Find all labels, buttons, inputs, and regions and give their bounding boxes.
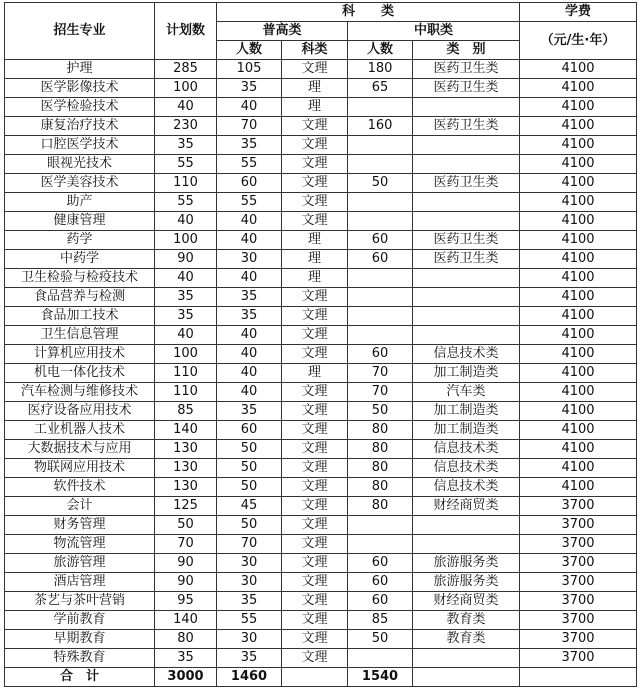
cell-vocational-count xyxy=(348,155,413,174)
cell-general-count: 30 xyxy=(217,573,282,592)
cell-fee: 4100 xyxy=(520,383,637,402)
cell-major: 会计 xyxy=(5,497,155,516)
cell-general-count: 40 xyxy=(217,269,282,288)
table-row xyxy=(5,269,637,288)
table-row xyxy=(5,459,637,478)
table-row xyxy=(5,79,637,98)
cell-general-count: 35 xyxy=(217,136,282,155)
cell-vocational-category: 财经商贸类 xyxy=(413,592,520,611)
cell-general-count: 105 xyxy=(217,60,282,79)
cell-general-count: 60 xyxy=(217,174,282,193)
cell-major: 旅游管理 xyxy=(5,554,155,573)
cell-major: 眼视光技术 xyxy=(5,155,155,174)
header-general-subject: 科类 xyxy=(282,41,348,60)
cell-vocational-count: 70 xyxy=(348,383,413,402)
cell-vocational-count xyxy=(348,193,413,212)
cell-general-count: 50 xyxy=(217,516,282,535)
cell-vocational-count: 180 xyxy=(348,60,413,79)
cell-general-count: 40 xyxy=(217,364,282,383)
total-fee xyxy=(520,668,637,687)
cell-vocational-count xyxy=(348,288,413,307)
cell-vocational-category xyxy=(413,155,520,174)
cell-major: 早期教育 xyxy=(5,630,155,649)
cell-general-count: 50 xyxy=(217,478,282,497)
cell-fee: 3700 xyxy=(520,535,637,554)
table-row xyxy=(5,155,637,174)
cell-general-subject: 文理 xyxy=(282,288,348,307)
cell-major: 护理 xyxy=(5,60,155,79)
cell-general-subject: 文理 xyxy=(282,611,348,630)
cell-general-subject: 理 xyxy=(282,79,348,98)
cell-fee: 4100 xyxy=(520,155,637,174)
cell-major: 医学影像技术 xyxy=(5,79,155,98)
total-row xyxy=(5,668,637,687)
cell-vocational-category: 加工制造类 xyxy=(413,421,520,440)
cell-plan: 80 xyxy=(155,630,217,649)
cell-fee: 3700 xyxy=(520,611,637,630)
header-general-count: 人数 xyxy=(217,41,282,60)
cell-major: 计算机应用技术 xyxy=(5,345,155,364)
cell-general-subject: 理 xyxy=(282,250,348,269)
cell-general-count: 50 xyxy=(217,459,282,478)
cell-major: 机电一体化技术 xyxy=(5,364,155,383)
cell-plan: 90 xyxy=(155,573,217,592)
cell-general-subject: 文理 xyxy=(282,535,348,554)
table-row xyxy=(5,535,637,554)
cell-fee: 4100 xyxy=(520,174,637,193)
cell-fee: 4100 xyxy=(520,193,637,212)
cell-general-subject: 理 xyxy=(282,269,348,288)
cell-general-count: 55 xyxy=(217,193,282,212)
cell-plan: 125 xyxy=(155,497,217,516)
cell-general-subject: 文理 xyxy=(282,155,348,174)
cell-plan: 110 xyxy=(155,174,217,193)
table-row xyxy=(5,402,637,421)
cell-major: 食品加工技术 xyxy=(5,307,155,326)
cell-fee: 3700 xyxy=(520,497,637,516)
cell-vocational-count: 80 xyxy=(348,421,413,440)
cell-fee: 4100 xyxy=(520,79,637,98)
cell-vocational-category: 教育类 xyxy=(413,630,520,649)
cell-general-count: 35 xyxy=(217,79,282,98)
cell-general-subject: 理 xyxy=(282,231,348,250)
table-row xyxy=(5,98,637,117)
cell-major: 医学检验技术 xyxy=(5,98,155,117)
table-row xyxy=(5,478,637,497)
table-row xyxy=(5,193,637,212)
enrollment-plan-table xyxy=(4,2,637,687)
cell-vocational-count: 60 xyxy=(348,573,413,592)
cell-plan: 100 xyxy=(155,345,217,364)
cell-vocational-count xyxy=(348,269,413,288)
table-row xyxy=(5,497,637,516)
cell-general-subject: 文理 xyxy=(282,554,348,573)
cell-plan: 40 xyxy=(155,98,217,117)
cell-general-count: 45 xyxy=(217,497,282,516)
cell-vocational-count xyxy=(348,326,413,345)
cell-major: 特殊教育 xyxy=(5,649,155,668)
cell-fee: 4100 xyxy=(520,345,637,364)
table-row xyxy=(5,231,637,250)
enrollment-plan-table-wrapper xyxy=(4,2,637,687)
cell-general-count: 35 xyxy=(217,649,282,668)
cell-vocational-count: 50 xyxy=(348,402,413,421)
cell-plan: 35 xyxy=(155,136,217,155)
cell-plan: 55 xyxy=(155,193,217,212)
cell-fee: 4100 xyxy=(520,402,637,421)
cell-major: 卫生检验与检疫技术 xyxy=(5,269,155,288)
cell-fee: 4100 xyxy=(520,117,637,136)
cell-general-subject: 文理 xyxy=(282,345,348,364)
cell-general-count: 40 xyxy=(217,212,282,231)
cell-general-subject: 文理 xyxy=(282,307,348,326)
table-row xyxy=(5,174,637,193)
cell-general-subject: 文理 xyxy=(282,516,348,535)
cell-fee: 3700 xyxy=(520,649,637,668)
cell-vocational-count xyxy=(348,212,413,231)
table-row xyxy=(5,288,637,307)
cell-vocational-category xyxy=(413,649,520,668)
cell-vocational-category xyxy=(413,516,520,535)
cell-plan: 100 xyxy=(155,231,217,250)
cell-plan: 285 xyxy=(155,60,217,79)
cell-fee: 4100 xyxy=(520,231,637,250)
table-row xyxy=(5,212,637,231)
cell-plan: 90 xyxy=(155,554,217,573)
cell-general-count: 50 xyxy=(217,440,282,459)
cell-plan: 130 xyxy=(155,478,217,497)
cell-fee: 4100 xyxy=(520,212,637,231)
table-row xyxy=(5,649,637,668)
header-major: 招生专业 xyxy=(5,3,155,60)
cell-general-subject: 文理 xyxy=(282,174,348,193)
cell-general-subject: 文理 xyxy=(282,649,348,668)
header-subject-group: 科 类 xyxy=(217,3,520,22)
cell-vocational-count xyxy=(348,649,413,668)
cell-fee: 3700 xyxy=(520,573,637,592)
cell-vocational-count: 60 xyxy=(348,250,413,269)
cell-major: 汽车检测与维修技术 xyxy=(5,383,155,402)
cell-plan: 40 xyxy=(155,269,217,288)
cell-plan: 90 xyxy=(155,250,217,269)
cell-major: 工业机器人技术 xyxy=(5,421,155,440)
cell-general-subject: 文理 xyxy=(282,592,348,611)
cell-general-subject: 文理 xyxy=(282,421,348,440)
header-vocational-category: 类 别 xyxy=(413,41,520,60)
cell-vocational-count: 80 xyxy=(348,459,413,478)
cell-major: 口腔医学技术 xyxy=(5,136,155,155)
cell-vocational-category xyxy=(413,288,520,307)
total-general-subject xyxy=(282,668,348,687)
header-vocational: 中职类 xyxy=(348,22,520,41)
cell-vocational-category xyxy=(413,269,520,288)
cell-major: 学前教育 xyxy=(5,611,155,630)
total-general-count: 1460 xyxy=(217,668,282,687)
total-plan: 3000 xyxy=(155,668,217,687)
cell-major: 大数据技术与应用 xyxy=(5,440,155,459)
cell-plan: 35 xyxy=(155,649,217,668)
cell-vocational-category xyxy=(413,212,520,231)
cell-fee: 4100 xyxy=(520,326,637,345)
cell-vocational-count: 60 xyxy=(348,345,413,364)
cell-vocational-category: 医药卫生类 xyxy=(413,174,520,193)
cell-major: 食品营养与检测 xyxy=(5,288,155,307)
cell-general-count: 35 xyxy=(217,592,282,611)
cell-fee: 4100 xyxy=(520,440,637,459)
table-row xyxy=(5,421,637,440)
cell-fee: 4100 xyxy=(520,307,637,326)
cell-general-subject: 理 xyxy=(282,364,348,383)
cell-fee: 4100 xyxy=(520,60,637,79)
cell-fee: 3700 xyxy=(520,592,637,611)
cell-general-subject: 文理 xyxy=(282,440,348,459)
cell-plan: 35 xyxy=(155,307,217,326)
header-row-1 xyxy=(5,3,637,22)
cell-vocational-category: 医药卫生类 xyxy=(413,231,520,250)
cell-vocational-category xyxy=(413,307,520,326)
table-row xyxy=(5,345,637,364)
cell-plan: 140 xyxy=(155,611,217,630)
cell-major: 中药学 xyxy=(5,250,155,269)
cell-plan: 130 xyxy=(155,440,217,459)
cell-general-count: 70 xyxy=(217,535,282,554)
total-label: 合 计 xyxy=(5,668,155,687)
table-row xyxy=(5,573,637,592)
cell-vocational-category: 汽车类 xyxy=(413,383,520,402)
cell-general-subject: 理 xyxy=(282,98,348,117)
table-row xyxy=(5,326,637,345)
table-row xyxy=(5,630,637,649)
cell-general-count: 30 xyxy=(217,554,282,573)
cell-fee: 4100 xyxy=(520,136,637,155)
cell-vocational-count: 80 xyxy=(348,478,413,497)
cell-general-count: 55 xyxy=(217,611,282,630)
table-row xyxy=(5,364,637,383)
cell-fee: 4100 xyxy=(520,364,637,383)
cell-plan: 110 xyxy=(155,383,217,402)
table-row xyxy=(5,383,637,402)
cell-vocational-count: 80 xyxy=(348,497,413,516)
cell-plan: 35 xyxy=(155,288,217,307)
table-row xyxy=(5,611,637,630)
cell-vocational-category xyxy=(413,193,520,212)
cell-general-count: 70 xyxy=(217,117,282,136)
cell-plan: 230 xyxy=(155,117,217,136)
cell-general-count: 40 xyxy=(217,326,282,345)
total-vocational-count: 1540 xyxy=(348,668,413,687)
cell-vocational-count: 85 xyxy=(348,611,413,630)
cell-vocational-category: 财经商贸类 xyxy=(413,497,520,516)
cell-fee: 4100 xyxy=(520,288,637,307)
cell-general-subject: 文理 xyxy=(282,497,348,516)
table-row xyxy=(5,554,637,573)
cell-vocational-category: 信息技术类 xyxy=(413,478,520,497)
cell-general-subject: 文理 xyxy=(282,402,348,421)
cell-fee: 4100 xyxy=(520,250,637,269)
cell-major: 酒店管理 xyxy=(5,573,155,592)
cell-plan: 55 xyxy=(155,155,217,174)
cell-major: 物流管理 xyxy=(5,535,155,554)
cell-fee: 4100 xyxy=(520,98,637,117)
cell-fee: 3700 xyxy=(520,630,637,649)
cell-fee: 3700 xyxy=(520,516,637,535)
cell-vocational-count: 70 xyxy=(348,364,413,383)
table-body xyxy=(5,60,637,668)
cell-vocational-count: 50 xyxy=(348,630,413,649)
header-fee: 学费 xyxy=(520,3,637,22)
cell-plan: 100 xyxy=(155,79,217,98)
cell-major: 医疗设备应用技术 xyxy=(5,402,155,421)
cell-vocational-category: 信息技术类 xyxy=(413,459,520,478)
cell-vocational-category xyxy=(413,326,520,345)
cell-general-subject: 文理 xyxy=(282,383,348,402)
cell-fee: 4100 xyxy=(520,459,637,478)
header-vocational-count: 人数 xyxy=(348,41,413,60)
cell-general-count: 60 xyxy=(217,421,282,440)
table-row xyxy=(5,60,637,79)
cell-plan: 50 xyxy=(155,516,217,535)
cell-vocational-category: 医药卫生类 xyxy=(413,79,520,98)
cell-general-subject: 文理 xyxy=(282,60,348,79)
cell-general-count: 40 xyxy=(217,98,282,117)
cell-general-count: 35 xyxy=(217,402,282,421)
cell-vocational-category xyxy=(413,98,520,117)
cell-general-count: 35 xyxy=(217,288,282,307)
cell-general-count: 40 xyxy=(217,231,282,250)
cell-general-count: 55 xyxy=(217,155,282,174)
cell-fee: 4100 xyxy=(520,421,637,440)
cell-vocational-count: 160 xyxy=(348,117,413,136)
cell-plan: 85 xyxy=(155,402,217,421)
cell-vocational-count xyxy=(348,307,413,326)
header-general: 普高类 xyxy=(217,22,348,41)
cell-major: 卫生信息管理 xyxy=(5,326,155,345)
cell-general-count: 40 xyxy=(217,345,282,364)
cell-plan: 140 xyxy=(155,421,217,440)
cell-major: 健康管理 xyxy=(5,212,155,231)
cell-general-count: 30 xyxy=(217,250,282,269)
table-row xyxy=(5,307,637,326)
cell-fee: 4100 xyxy=(520,478,637,497)
cell-vocational-category: 旅游服务类 xyxy=(413,554,520,573)
cell-major: 财务管理 xyxy=(5,516,155,535)
cell-vocational-count: 60 xyxy=(348,554,413,573)
cell-plan: 95 xyxy=(155,592,217,611)
cell-general-subject: 文理 xyxy=(282,573,348,592)
cell-vocational-count xyxy=(348,535,413,554)
cell-general-subject: 文理 xyxy=(282,630,348,649)
cell-major: 助产 xyxy=(5,193,155,212)
cell-vocational-category: 信息技术类 xyxy=(413,440,520,459)
header-fee-unit: （元/生·年） xyxy=(520,22,637,60)
table-row xyxy=(5,516,637,535)
table-row xyxy=(5,440,637,459)
cell-general-subject: 文理 xyxy=(282,117,348,136)
cell-general-count: 40 xyxy=(217,383,282,402)
cell-general-subject: 文理 xyxy=(282,459,348,478)
cell-major: 茶艺与茶叶营销 xyxy=(5,592,155,611)
cell-plan: 110 xyxy=(155,364,217,383)
cell-vocational-count: 65 xyxy=(348,79,413,98)
table-row xyxy=(5,136,637,155)
cell-vocational-category: 加工制造类 xyxy=(413,402,520,421)
cell-vocational-count xyxy=(348,516,413,535)
cell-vocational-category: 旅游服务类 xyxy=(413,573,520,592)
cell-fee: 4100 xyxy=(520,269,637,288)
cell-vocational-category xyxy=(413,535,520,554)
table-row xyxy=(5,117,637,136)
total-vocational-category xyxy=(413,668,520,687)
cell-vocational-category: 医药卫生类 xyxy=(413,60,520,79)
cell-vocational-category: 医药卫生类 xyxy=(413,250,520,269)
cell-vocational-category: 加工制造类 xyxy=(413,364,520,383)
cell-vocational-category: 教育类 xyxy=(413,611,520,630)
cell-fee: 3700 xyxy=(520,554,637,573)
cell-vocational-count xyxy=(348,98,413,117)
cell-major: 物联网应用技术 xyxy=(5,459,155,478)
cell-vocational-count xyxy=(348,136,413,155)
cell-general-count: 30 xyxy=(217,630,282,649)
cell-general-subject: 文理 xyxy=(282,193,348,212)
cell-major: 康复治疗技术 xyxy=(5,117,155,136)
cell-vocational-category: 信息技术类 xyxy=(413,345,520,364)
cell-general-subject: 文理 xyxy=(282,136,348,155)
cell-major: 药学 xyxy=(5,231,155,250)
cell-major: 医学美容技术 xyxy=(5,174,155,193)
table-row xyxy=(5,592,637,611)
cell-general-subject: 文理 xyxy=(282,326,348,345)
cell-plan: 70 xyxy=(155,535,217,554)
cell-vocational-category xyxy=(413,136,520,155)
cell-major: 软件技术 xyxy=(5,478,155,497)
cell-general-subject: 文理 xyxy=(282,212,348,231)
cell-vocational-count: 60 xyxy=(348,592,413,611)
cell-plan: 40 xyxy=(155,212,217,231)
cell-general-subject: 文理 xyxy=(282,478,348,497)
cell-vocational-count: 50 xyxy=(348,174,413,193)
cell-vocational-count: 60 xyxy=(348,231,413,250)
header-plan: 计划数 xyxy=(155,3,217,60)
table-row xyxy=(5,250,637,269)
cell-vocational-count: 80 xyxy=(348,440,413,459)
cell-vocational-category: 医药卫生类 xyxy=(413,117,520,136)
cell-plan: 40 xyxy=(155,326,217,345)
cell-general-count: 35 xyxy=(217,307,282,326)
cell-plan: 130 xyxy=(155,459,217,478)
